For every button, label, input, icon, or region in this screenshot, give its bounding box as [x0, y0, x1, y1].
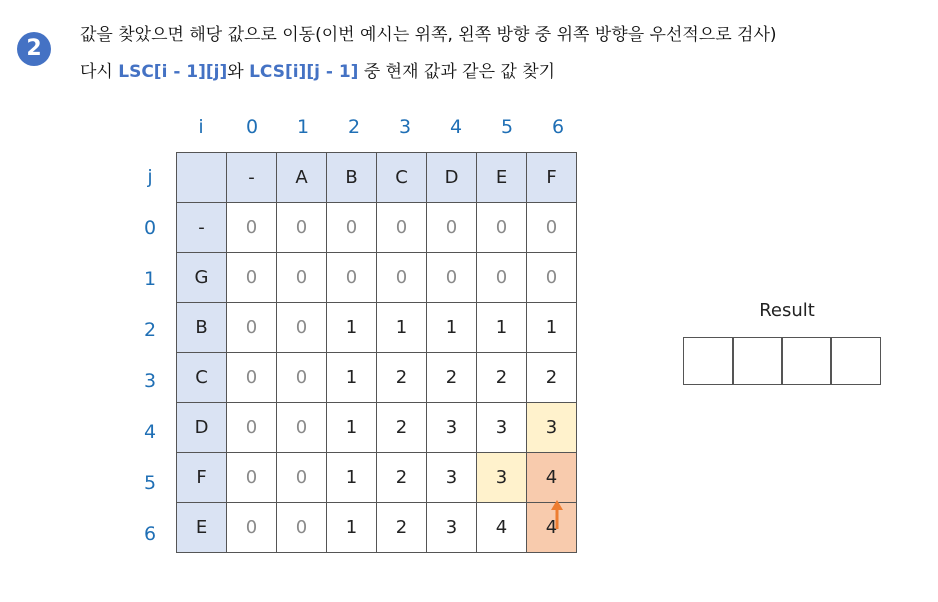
table-row — [177, 203, 577, 253]
result-box — [781, 337, 832, 385]
row-label-cell: F — [177, 453, 227, 503]
row-label-cell: - — [177, 203, 227, 253]
table-cell: 3 — [477, 403, 527, 453]
table-cell: 3 — [427, 503, 477, 553]
header-cell: E — [477, 153, 527, 203]
table-cell: 1 — [377, 303, 427, 353]
table-cell: 3 — [427, 453, 477, 503]
table-cell: 0 — [227, 203, 277, 253]
table-cell: 0 — [327, 203, 377, 253]
table-cell: 0 — [277, 303, 327, 353]
table-cell: 0 — [277, 403, 327, 453]
table-cell: 2 — [377, 353, 427, 403]
table-cell: 2 — [377, 453, 427, 503]
table-cell: 1 — [327, 303, 377, 353]
table-cell: 1 — [327, 503, 377, 553]
table-cell: 1 — [477, 303, 527, 353]
table-row — [177, 253, 577, 303]
row-index: 0 — [143, 217, 157, 239]
table-cell: 0 — [227, 353, 277, 403]
reference-upper: LSC[i - 1][j] — [118, 62, 228, 82]
col-index: 3 — [398, 116, 412, 138]
table-cell: 0 — [527, 203, 577, 253]
row-index: 2 — [143, 319, 157, 341]
header-cell: A — [277, 153, 327, 203]
table-cell: 0 — [477, 253, 527, 303]
result-title: Result — [759, 300, 815, 321]
table-cell: 0 — [227, 303, 277, 353]
instruction-line-2 — [80, 57, 555, 82]
result-box — [683, 337, 734, 385]
table-cell: 0 — [277, 253, 327, 303]
col-index: 4 — [449, 116, 463, 138]
col-index: 5 — [500, 116, 514, 138]
table-cell: 0 — [277, 353, 327, 403]
table-cell: 0 — [277, 503, 327, 553]
table-cell: 3 — [477, 453, 527, 503]
table-cell: 1 — [327, 403, 377, 453]
row-index: 4 — [143, 421, 157, 443]
row-label-cell: E — [177, 503, 227, 553]
table-cell: 3 — [527, 403, 577, 453]
table-cell: 0 — [477, 203, 527, 253]
table-cell: 1 — [527, 303, 577, 353]
col-axis-label: i — [198, 116, 204, 138]
table-header-row — [177, 153, 577, 203]
row-label-cell: C — [177, 353, 227, 403]
table-cell: 0 — [277, 203, 327, 253]
header-cell: C — [377, 153, 427, 203]
result-box — [830, 337, 881, 385]
header-cell: B — [327, 153, 377, 203]
table-cell: 2 — [427, 353, 477, 403]
col-index: 2 — [347, 116, 361, 138]
result-boxes — [683, 337, 881, 385]
table-cell: 0 — [227, 253, 277, 303]
table-cell: 0 — [277, 453, 327, 503]
result-box — [732, 337, 783, 385]
table-cell: 0 — [327, 253, 377, 303]
table-cell: 2 — [377, 503, 427, 553]
table-row — [177, 503, 577, 553]
table-cell: 4 — [477, 503, 527, 553]
header-cell: D — [427, 153, 477, 203]
row-label-cell: B — [177, 303, 227, 353]
table-cell: 1 — [327, 453, 377, 503]
row-axis-label: j — [147, 166, 153, 188]
table-row — [177, 353, 577, 403]
header-cell: F — [527, 153, 577, 203]
table-cell: 2 — [477, 353, 527, 403]
table-cell: 0 — [227, 453, 277, 503]
instruction-text: 다시 — [80, 62, 119, 82]
row-index: 5 — [143, 472, 157, 494]
table-cell: 0 — [227, 403, 277, 453]
up-arrow-icon — [551, 500, 563, 530]
table-cell: 1 — [327, 353, 377, 403]
header-cell: - — [227, 153, 277, 203]
table-cell: 0 — [377, 203, 427, 253]
instruction-line-1: 값을 찾았으면 해당 값으로 이동(이번 예시는 위쪽, 왼쪽 방향 중 위쪽 방향을 우선적으로 검사) — [80, 25, 777, 45]
table-row — [177, 403, 577, 453]
table-cell: 4 — [527, 453, 577, 503]
row-label-cell: D — [177, 403, 227, 453]
col-index: 1 — [296, 116, 310, 138]
table-cell: 0 — [527, 253, 577, 303]
table-cell: 3 — [427, 403, 477, 453]
row-index: 6 — [143, 523, 157, 545]
table-cell: 4 — [527, 503, 577, 553]
table-row — [177, 453, 577, 503]
table-cell: 0 — [427, 203, 477, 253]
table-cell: 0 — [377, 253, 427, 303]
table-cell: 0 — [427, 253, 477, 303]
instruction-text: 중 현재 값과 같은 값 찾기 — [358, 62, 556, 82]
header-cell — [177, 153, 227, 203]
table-cell: 2 — [377, 403, 427, 453]
table-cell: 1 — [427, 303, 477, 353]
reference-left: LCS[i][j - 1] — [249, 62, 359, 82]
table-cell: 2 — [527, 353, 577, 403]
lcs-table — [176, 152, 577, 553]
row-label-cell: G — [177, 253, 227, 303]
col-index: 0 — [245, 116, 259, 138]
step-number-badge: 2 — [17, 32, 51, 66]
row-index: 3 — [143, 370, 157, 392]
instruction-text: 와 — [227, 62, 250, 82]
col-index: 6 — [551, 116, 565, 138]
row-index: 1 — [143, 268, 157, 290]
table-cell: 0 — [227, 503, 277, 553]
table-row — [177, 303, 577, 353]
